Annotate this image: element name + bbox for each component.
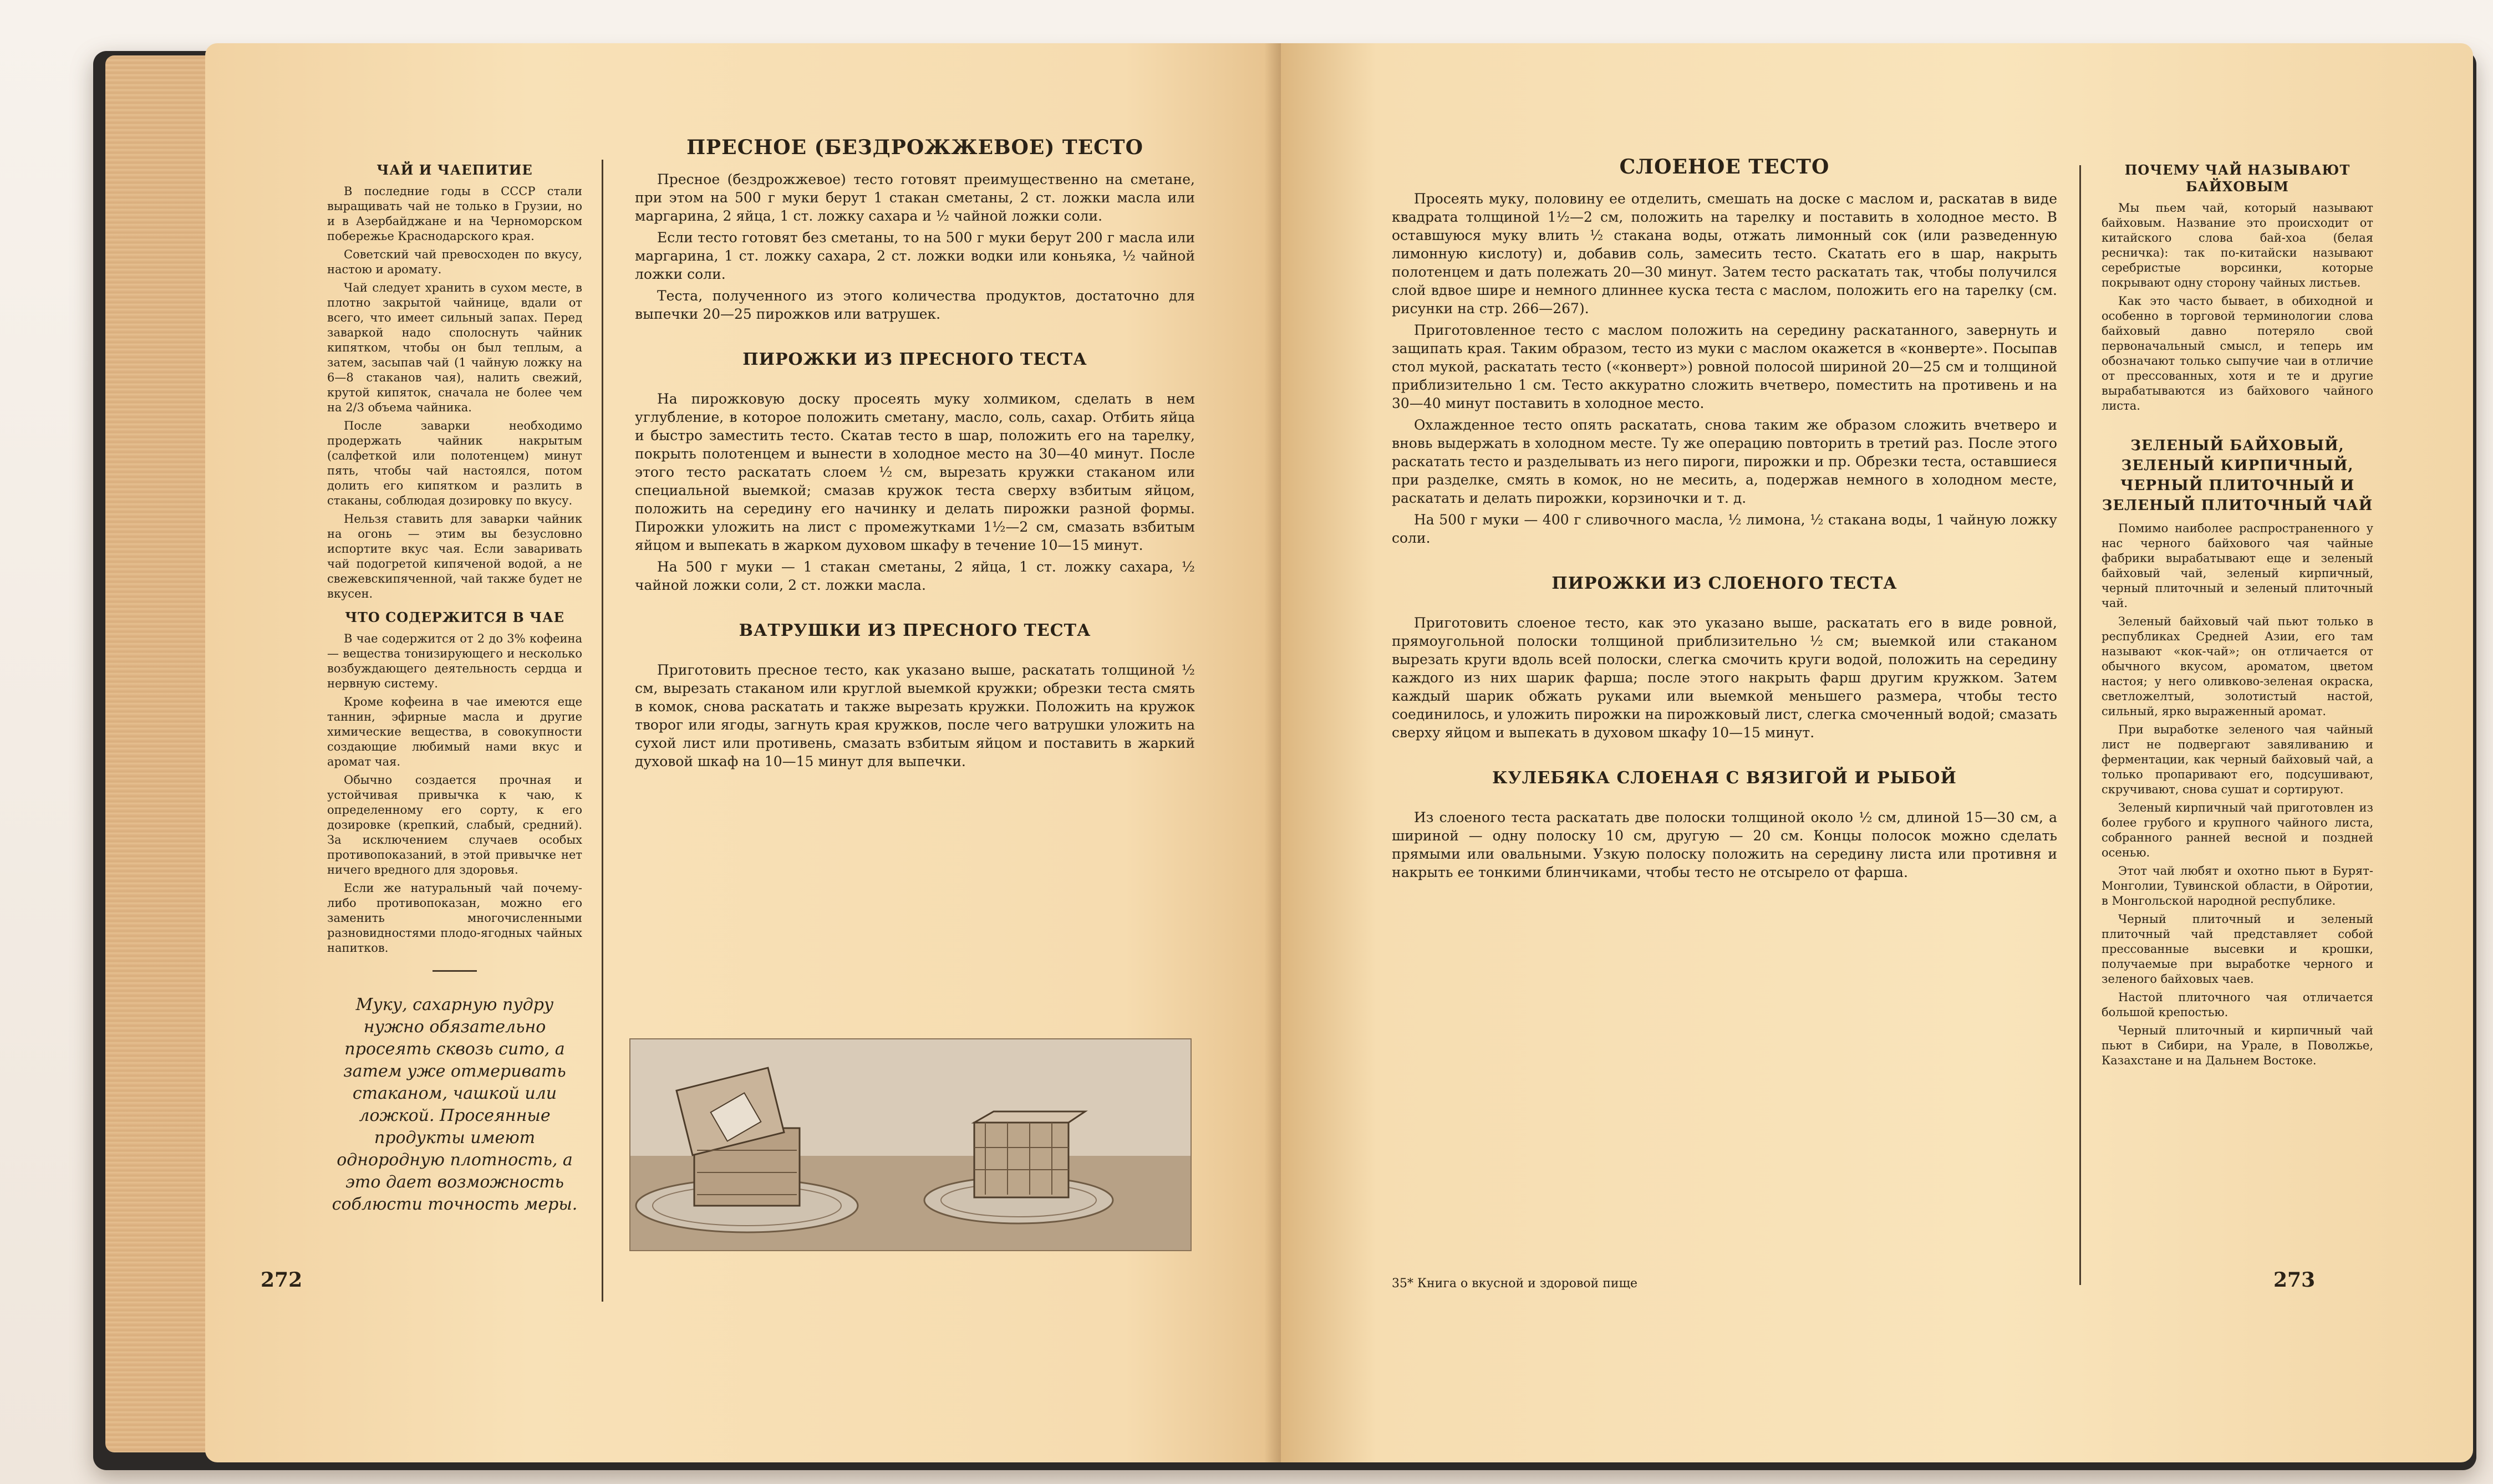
- illustration-pastries: [629, 1038, 1192, 1251]
- sidebar-paragraph: Обычно создается прочная и устойчивая привычка к чаю, к определенному его сорту, к его дозировке (крепкий, слабый, средний). За исключением случаев особых противопоказаний, в этой привычке нет ничего вредного для здоровья.: [327, 773, 582, 876]
- section-title: ПРЕСНОЕ (БЕЗДРОЖЖЕВОЕ) ТЕСТО: [686, 136, 1143, 159]
- left-sidebar: [327, 154, 582, 1216]
- sidebar-paragraph: Чай следует хранить в сухом месте, в плотно закрытой чайнице, вдали от всего, что имеет сильный запах. Перед заваркой надо сполоснуть чайник кипятком, чтобы он был теплым, а затем, засыпав чай (1 чайную ложку на 6—8 стаканов чая), налить свежий, крутой кипяток, сначала не более чем на 2/3 объема чайника.: [327, 281, 582, 414]
- sidebar-paragraph: Этот чай любят и охотно пьют в Бурят-Монголии, Тувинской области, в Ойротии, в Монгольской народной республике.: [2102, 864, 2373, 907]
- italic-note: Муку, сахарную пудру нужно обязательно просеять сквозь сито, а затем уже отмеривать стаканом, чашкой или ложкой. Просеянные продукты имеют однородную плотность, а это дает возможность соблюсти точность меры.: [332, 995, 578, 1214]
- section-title: ПИРОЖКИ ИЗ ПРЕСНОГО ТЕСТА: [742, 350, 1087, 369]
- sidebar-paragraph: Настой плиточного чая отличается большой крепостью.: [2102, 991, 2373, 1019]
- paragraph: Пресное (бездрожжевое) тесто готовят преимущественно на сметане, при этом на 500 г муки берут 1 стакан сметаны, 2 ст. ложки масла или маргарина, 2 яйца, 1 ст. ложку сахара и ½ чайной ложки соли.: [635, 171, 1195, 224]
- sidebar-title-tea: ЧАЙ И ЧАЕПИТИЕ: [377, 162, 533, 178]
- sidebar-title-baikhovy: ПОЧЕМУ ЧАЙ НАЗЫВАЮТ БАЙХОВЫМ: [2124, 162, 2350, 195]
- sidebar-paragraph: Нельзя ставить для заварки чайник на огонь — этим вы безусловно испортите вкус чая. Если заваривать чай подогретой кипяченой водой, а не свежевскипяченной, чай также будет не вкусен.: [327, 512, 582, 600]
- paragraph: На пирожковую доску просеять муку холмиком, сделать в нем углубление, в которое положить сметану, масло, соль, сахар. Отбить яйца и быстро заместить тесто. Скатав тесто в шар, положить его на тарелку, покрыть полотенцем и вынести в холодное место на 30—40 минут. После этого тесто раскатать слоем ½ см, вырезать кружки стаканом или специальной выемкой; смазав кружок теста сверху взбитым яйцом, положить на середину его начинку и делать пирожки разной формы. Пирожки уложить на лист с промежутками 1½—2 см, смазать взбитым яйцом и выпекать в жарком духовом шкафу в течение 10—15 минут.: [635, 391, 1195, 553]
- sidebar-paragraph: Если же натуральный чай почему-либо противопоказан, можно его заменить многочисленными разновидностями плодо-ягодных чайных напитков.: [327, 881, 582, 955]
- right-main-column: [1392, 154, 2057, 885]
- sidebar-paragraph: Кроме кофеина в чае имеются еще таннин, эфирные масла и другие химические вещества, в совокупности создающие любимый нами вкус и аромат чая.: [327, 695, 582, 768]
- sidebar-paragraph: Мы пьем чай, который называют байховым. Название это происходит от китайского слова бай-хоа (белая ресничка): так по-китайски называют серебристые ворсинки, которые покрывают одну сторону чайных листьев.: [2102, 201, 2373, 289]
- sidebar-paragraph: Как это часто бывает, в обиходной и особенно в торговой терминологии слова байховый давно потеряло свой первоначальный смысл, и теперь им обозначают только сыпучие чаи в отличие от прессованных, хотя и те и другие вырабатываются из байхового чайного листа.: [2102, 294, 2373, 412]
- page-number: 272: [261, 1268, 303, 1292]
- right-sidebar: [2102, 154, 2373, 1072]
- section-title: КУЛЕБЯКА СЛОЕНАЯ С ВЯЗИГОЙ И РЫБОЙ: [1492, 768, 1957, 788]
- paragraph: Просеять муку, половину ее отделить, смешать на доске с маслом и, раскатав в виде квадрата толщиной 1½—2 см, положить на тарелку и поставить в холодное место. В оставшуюся муку влить ½ стакана воды, отжать лимонный сок (или разведенную лимонную кислоту) и, добавив соль, замесить тесто. Скатать его в шар, накрыть полотенцем и дать полежать 20—30 минут. Затем тесто раскатать так, чтобы получился слой вдвое шире и немного длиннее куска теста с маслом, положить его на тарелку (см. рисунки на стр. 266—267).: [1392, 191, 2057, 317]
- sidebar-paragraph: Зеленый байховый чай пьют только в республиках Средней Азии, его там называют «кок-чай»; он отличается от обычного вкусом, ароматом, цветом настоя; у него оливково-зеленая окраска, светложелтый, золотистый настой, сильный, ярко выраженный аромат.: [2102, 615, 2373, 718]
- sidebar-paragraph: После заварки необходимо продержать чайник накрытым (салфеткой или полотенцем) минут пять, чтобы чай настоялся, потом долить его кипятком и разлить в стаканы, соблюдая дозировку по вкусу.: [327, 419, 582, 507]
- section-title: ПИРОЖКИ ИЗ СЛОЕНОГО ТЕСТА: [1551, 574, 1897, 593]
- column-rule: [602, 160, 603, 1302]
- sidebar-paragraph: Черный плиточный и зеленый плиточный чай представляет собой прессованные высевки и крошки, получаемые при выработке черного и зеленого байховых чаев.: [2102, 912, 2373, 986]
- page-footer: 35* Книга о вкусной и здоровой пище: [1392, 1277, 1638, 1291]
- sidebar-paragraph: Зеленый кирпичный чай приготовлен из более грубого и крупного чайного листа, собранного ранней весной и поздней осенью.: [2102, 801, 2373, 859]
- paragraph: На 500 г муки — 400 г сливочного масла, ½ лимона, ½ стакана воды, 1 чайную ложку соли.: [1392, 512, 2057, 546]
- sidebar-title-green-tea: ЗЕЛЕНЫЙ БАЙХОВЫЙ, ЗЕЛЕНЫЙ КИРПИЧНЫЙ, ЧЕРНЫЙ ПЛИТОЧНЫЙ И ЗЕЛЕНЫЙ ПЛИТОЧНЫЙ ЧАЙ: [2102, 437, 2373, 514]
- sidebar-paragraph: При выработке зеленого чая чайный лист не подвергают завяливанию и ферментации, как черный байховый чай, а только пропаривают его, подсушивают, скручивают, снова сушат и сортируют.: [2102, 723, 2373, 796]
- sidebar-paragraph: В чае содержится от 2 до 3% кофеина — вещества тонизирующего и несколько возбуждающего деятельность сердца и нервную систему.: [327, 632, 582, 690]
- paragraph: Если тесто готовят без сметаны, то на 500 г муки берут 200 г масла или маргарина, 1 ст. ложку сахара, 2 ст. ложки водки или коньяка, ½ чайной ложки соли.: [635, 230, 1195, 282]
- sidebar-paragraph: Советский чай превосходен по вкусу, настою и аромату.: [327, 248, 582, 276]
- left-main-column: [635, 135, 1195, 774]
- paragraph: Теста, полученного из этого количества продуктов, достаточно для выпечки 20—25 пирожков или ватрушек.: [635, 288, 1195, 322]
- paragraph: Приготовленное тесто с маслом положить на середину раскатанного, завернуть и защипать края. Таким образом, тесто из муки с маслом окажется в «конверте». Посыпав стол мукой, раскатать тесто («конверт») ровной полосой шириной 20—25 см и толщиной приблизительно 1 см. Тесто аккуратно сложить вчетверо, поместить на противень и на 30—40 минут поставить в холодное место.: [1392, 322, 2057, 411]
- sidebar-paragraph: В последние годы в СССР стали выращивать чай не только в Грузии, но и в Азербайджане и на Черноморском побережье Краснодарского края.: [327, 185, 582, 243]
- sidebar-paragraph: Черный плиточный и кирпичный чай пьют в Сибири, на Урале, в Поволжье, Казахстане и на Дальнем Востоке.: [2102, 1024, 2373, 1067]
- sidebar-title-contents: ЧТО СОДЕРЖИТСЯ В ЧАЕ: [345, 609, 564, 625]
- paragraph: Приготовить слоеное тесто, как это указано выше, раскатать его в виде ровной, прямоугольной полоски толщиной приблизительно ½ см; выемкой или стаканом вырезать круги вдоль всей полоски, слегка смочить круги водой, положить на середину каждого из них шарик фарша; после этого накрыть фарш другим кружком. Затем каждый шарик обжать руками или выемкой меньшего размера, чтобы тесто соединилось, и уложить пирожки на пирожковый лист, слегка смоченный водой; смазать сверху яйцом и выпекать в духовом шкафу 10—15 минут.: [1392, 615, 2057, 741]
- paragraph: Охлажденное тесто опять раскатать, снова таким же образом сложить вчетверо и вновь выдержать в холодном месте. Ту же операцию повторить в третий раз. После этого раскатать тесто и разделывать из него пироги, пирожки и пр. Обрезки теста, оставшиеся при разделке, смять в комок, но не месить, а, подержав немного в холодном месте, раскатать и делать пирожки, корзиночки и т. д.: [1392, 417, 2057, 506]
- paragraph: Приготовить пресное тесто, как указано выше, раскатать толщиной ½ см, вырезать стаканом или круглой выемкой кружки; обрезки теста смять в комок, снова раскатать и также вырезать кружки. Положить на кружок творог или ягоды, загнуть края кружков, после чего ватрушки уложить на сухой лист или противень, смазать взбитым яйцом и поставить в жаркий духовой шкаф на 10—15 минут для выпечки.: [635, 662, 1195, 769]
- divider: [433, 970, 477, 972]
- sidebar-paragraph: Помимо наиболее распространенного у нас черного байхового чая чайные фабрики вырабатывают еще и зеленый байховый чай, зеленый кирпичный, черный плиточный и зеленый плиточный чай.: [2102, 522, 2373, 610]
- column-rule: [2079, 165, 2081, 1285]
- page-number: 273: [2273, 1268, 2316, 1292]
- section-title: ВАТРУШКИ ИЗ ПРЕСНОГО ТЕСТА: [739, 621, 1091, 640]
- section-title: СЛОЕНОЕ ТЕСТО: [1619, 155, 1830, 179]
- right-page: [1281, 43, 2473, 1462]
- paragraph: На 500 г муки — 1 стакан сметаны, 2 яйца, 1 ст. ложку сахара, ½ чайной ложки соли, 2 ст. ложки масла.: [635, 559, 1195, 593]
- illustration-drawing: [630, 1039, 1190, 1250]
- paragraph: Из слоеного теста раскатать две полоски толщиной около ½ см, длиной 15—30 см, а шириной — одну полоску 10 см, другую — 20 см. Концы полосок можно сделать прямыми или овальными. Узкую полоску положить на середину листа или противня и накрыть ее тонкими блинчиками, чтобы тесто не отсырело от фарша.: [1392, 809, 2057, 880]
